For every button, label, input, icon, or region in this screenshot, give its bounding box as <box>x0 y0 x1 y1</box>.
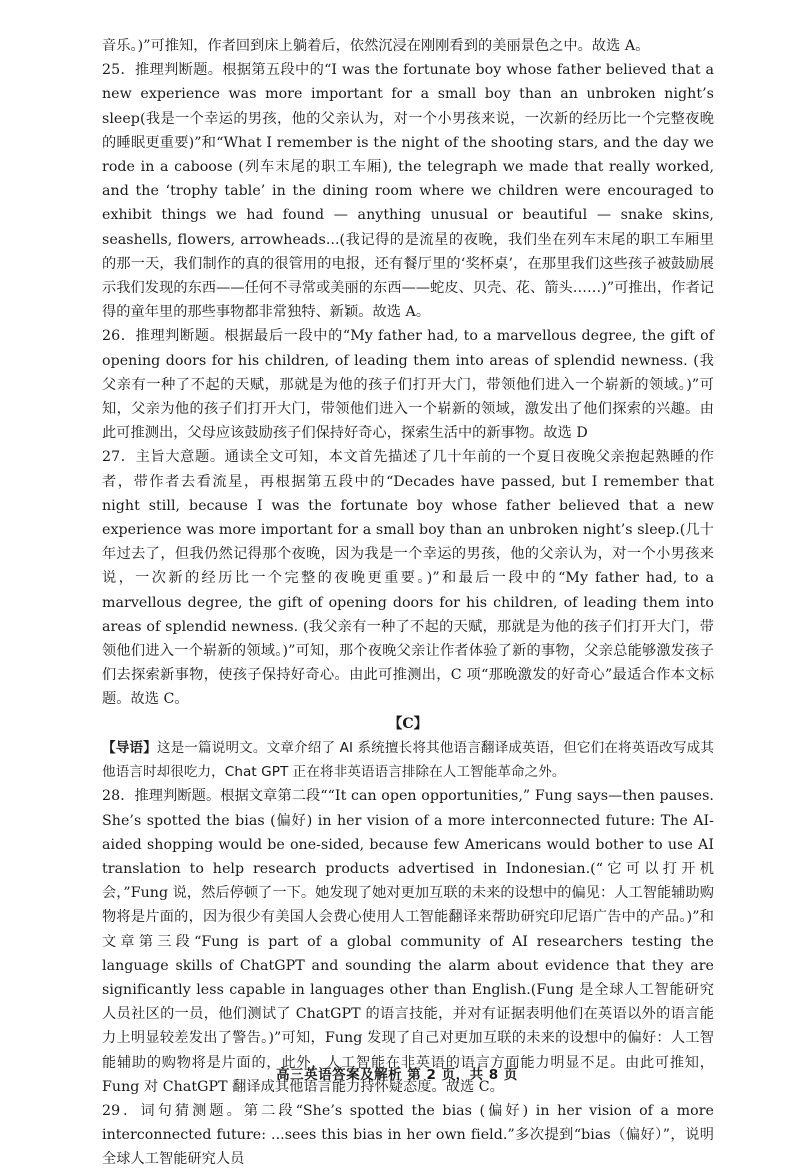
guide-paragraph <box>102 736 714 784</box>
page-footer: 高三英语答案及解析 第 2 页，共 8 页 <box>276 1067 518 1083</box>
answer-29: 29．词句猜测题。第二段“She’s spotted the bias (偏好) in her vision of a more interconnected future: ...sees this bias in her own field.”多次提到“bias（偏好）”，说明全球人工智能研究人员 <box>102 1102 719 1168</box>
paragraph-intro: 音乐。)”可推知，作者回到床上躺着后，依然沉浸在刚刚看到的美丽景色之中。故选 A。 <box>102 38 650 54</box>
guide-text: 这是一篇说明文。文章介绍了 AI 系统擅长将其他语言翻译成英语，但它们在将英语改写成其他语言时却很吃力，Chat GPT 正在将非英语语言排除在人工智能革命之外。 <box>102 739 714 781</box>
answer-25: 25．推理判断题。根据第五段中的“I was the fortunate boy whose father believed that a new experience was more important for a small boy than an unbroken night’s sleep(我是一个幸运的男孩，他的父亲认为，对一个小男孩来说，一次新的经历比一个完整夜晚的睡眠更重要)”和“What I remember is the night of the shooting stars, and the day we rode in a caboose (列车末尾的职工车厢), the telegraph we made that really worked, and the ‘trophy table’ in the dining room where we children were encouraged to exhibit things we had found — anything unusual or beautiful — snake skins, seashells, flowers, arrowheads...(我记得的是流星的夜晚，我们坐在列车末尾的职工车厢里的那一天，我们制作的真的很管用的电报，还有餐厅里的‘奖杯桌’，在那里我们这些孩子被鼓励展示我们发现的东西——任何不寻常或美丽的东西——蛇皮、贝壳、花、箭头……)”可推出，作者记得的童年里的那些事物都非常独特、新颖。故选 A。 <box>102 62 719 321</box>
guide-label: 【导语】 <box>102 739 157 756</box>
section-title: 【C】 <box>388 715 428 732</box>
answer-27: 27．主旨大意题。通读全文可知，本文首先描述了几十年前的一个夏日夜晚父亲抱起熟睡的作者，带作者去看流星，再根据第五段中的“Decades have passed, but I remember that night still, because I was the fortunate boy whose father believed that a new experience was more important for a small boy than an unbroken night’s sleep.(几十年过去了，但我仍然记得那个夜晚，因为我是一个幸运的男孩，他的父亲认为，对一个小男孩来说，一次新的经历比一个完整的夜晚更重要。)”和最后一段中的“My father had, to a marvellous degree, the gift of opening doors for his children, of leading them into areas of splendid newness. (我父亲有一种了不起的天赋，那就是为他的孩子们打开大门，带领他们进入一个崭新的领域。)”可知，那个夜晚父亲让作者体验了新的事物，父亲总能够激发孩子们去探索新事物，使孩子保持好奇心。由此可推测出，C 项“那晚激发的好奇心”最适合作本文标题。故选 C。 <box>102 449 719 708</box>
document-body <box>102 34 719 1172</box>
answer-28: 28．推理判断题。根据文章第二段““It can open opportunities,” Fung says—then pauses. She’s spotted the bias (偏好) in her vision of a more interconnected future: The AI-aided shopping would be one-sided, because few Americans would bother to use AI translation to help research products advertised in Indonesian.(“它可以打开机会，”Fung 说，然后停顿了一下。她发现了她对更加互联的未来的设想中的偏见：人工智能辅助购物将是片面的，因为很少有美国人会费心使用人工智能翻译来帮助研究印尼语广告中的产品。)”和文章第三段“Fung is part of a global community of AI researchers testing the language skills of ChatGPT and sounding the alarm about evidence that they are significantly less capable in languages other than English.(Fung 是全球人工智能研究人员社区的一员，他们测试了 ChatGPT 的语言技能，并对有证据表明他们在英语以外的语言能力上明显较差发出了警告。)”可知，Fung 发现了自己对更加互联的未来的设想中的偏好：人工智能辅助的购物将是片面的，此外，人工智能在非英语的语言方面能力明显不足。由此可推知，Fung 对 ChatGPT 翻译成其他语言能力持怀疑态度。故选 C。 <box>102 788 719 1095</box>
answer-26: 26．推理判断题。根据最后一段中的“My father had, to a marvellous degree, the gift of opening doors for his children, of leading them into areas of splendid newness. (我父亲有一种了不起的天赋，那就是为他的孩子们打开大门，带领他们进入一个崭新的领域。)”可知，父亲为他的孩子们打开大门，带领他们进入一个崭新的领域，激发出了他们探索的兴趣。由此可推测出，父母应该鼓励孩子们保持好奇心，探索生活中的新事物。故选 D <box>102 328 719 442</box>
